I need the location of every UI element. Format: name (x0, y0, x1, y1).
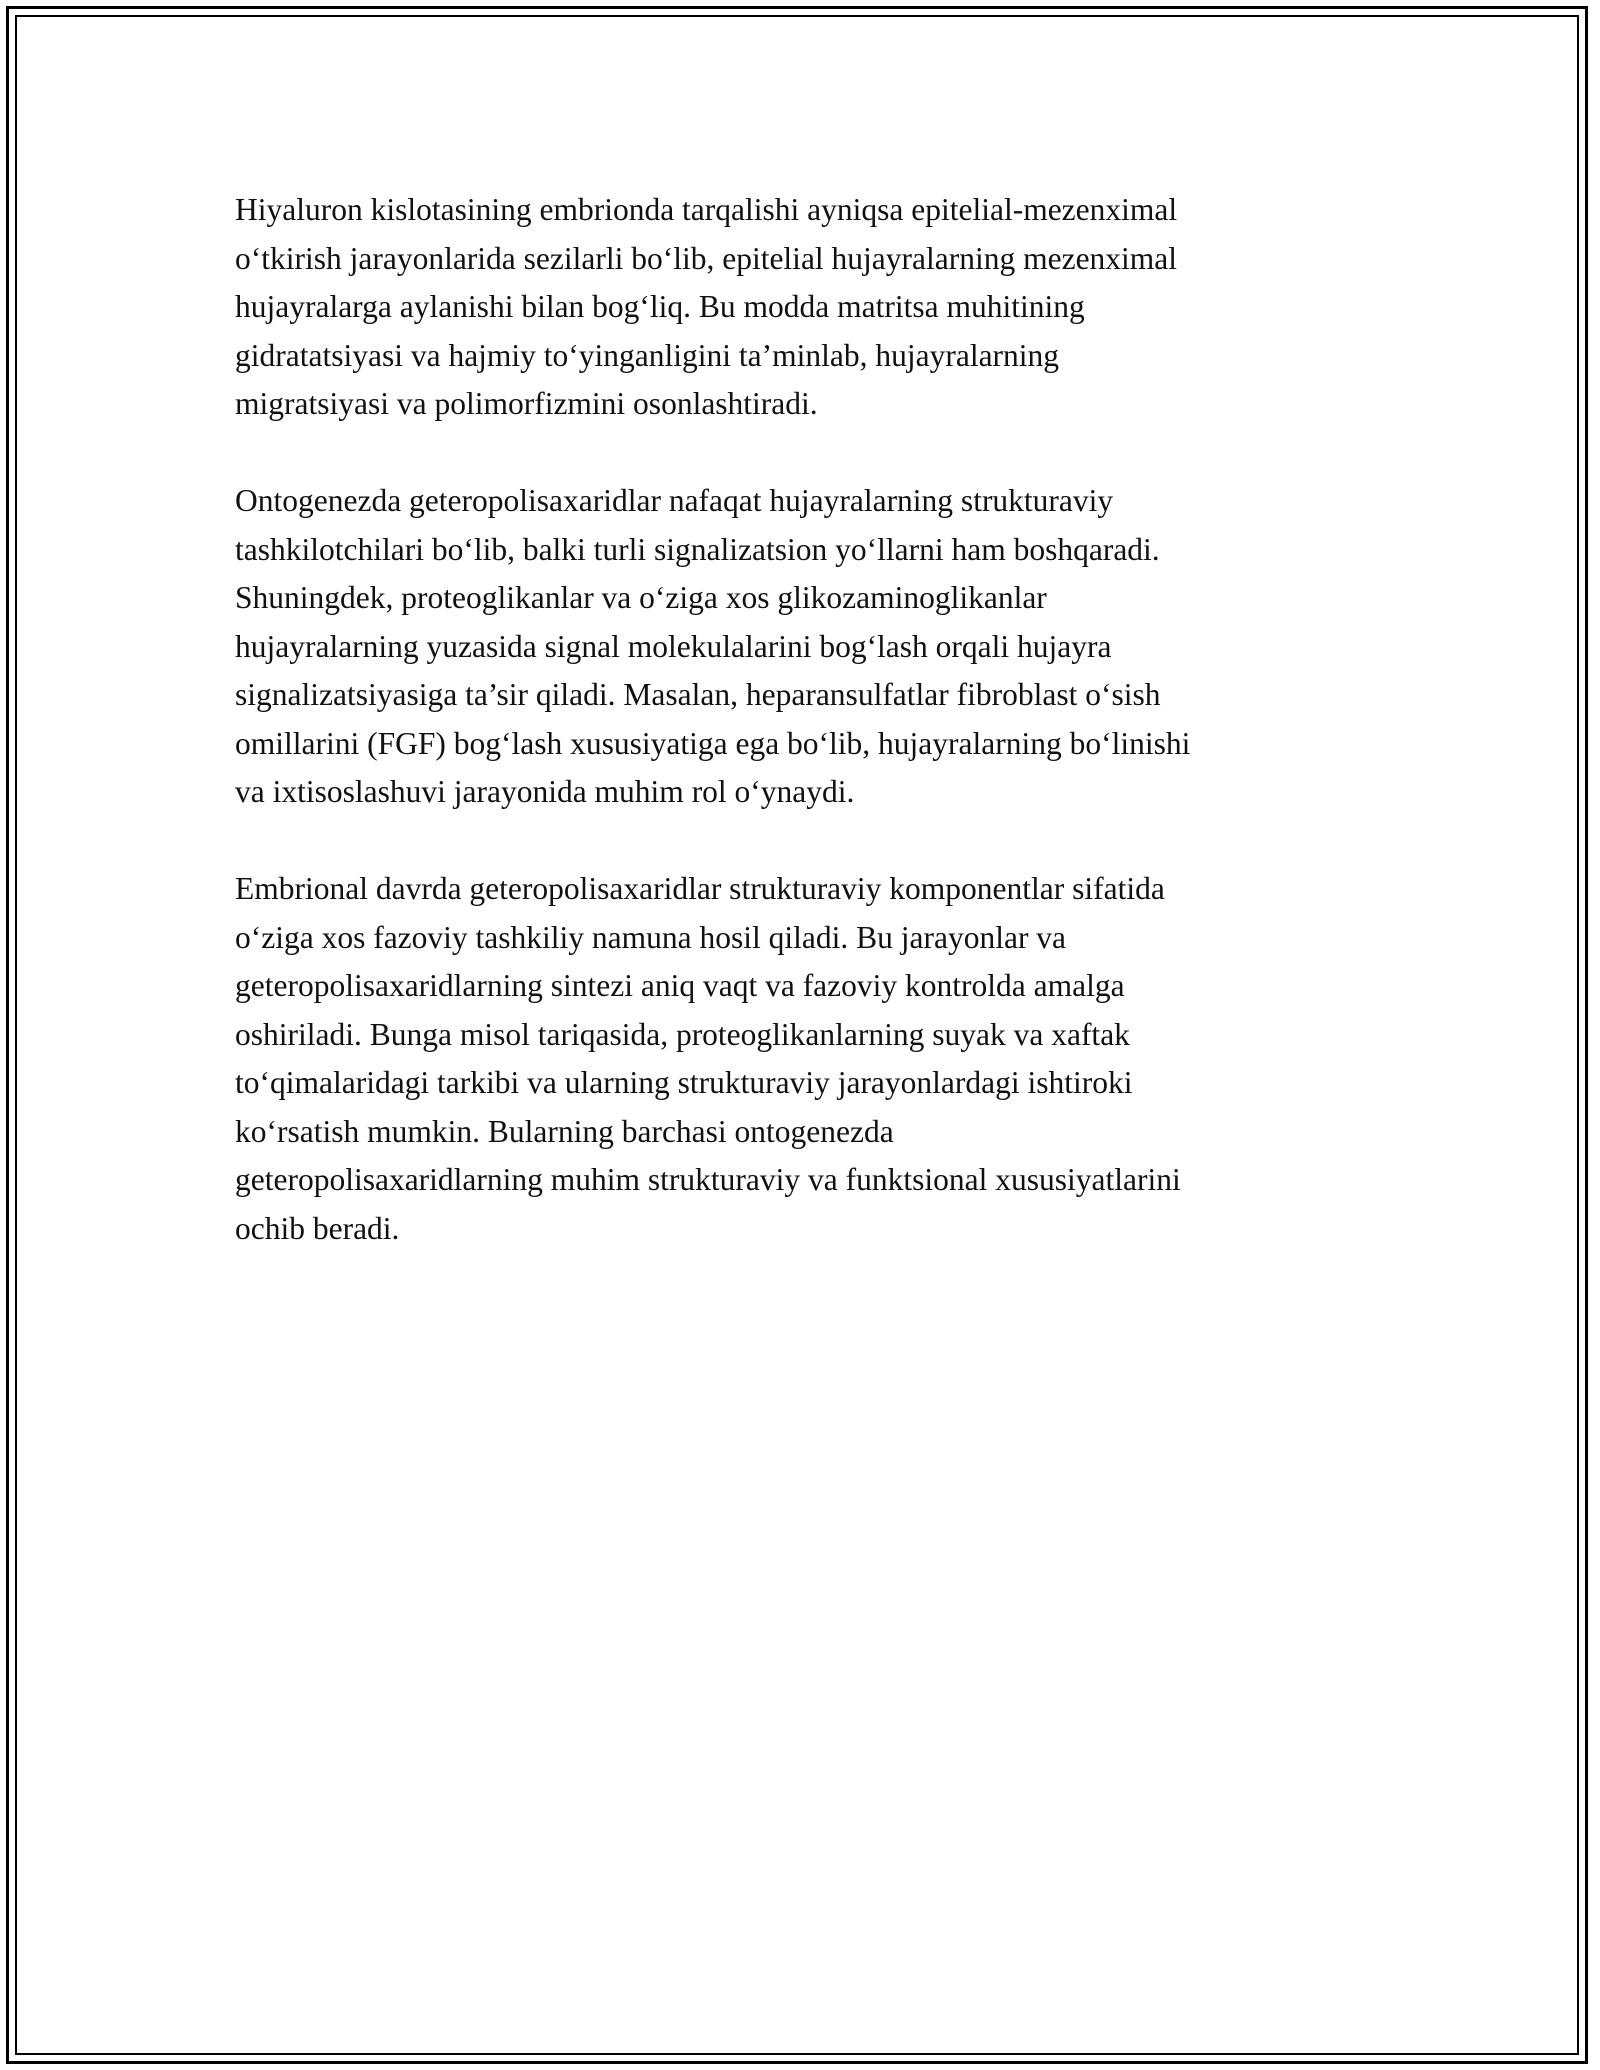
paragraph-2 (235, 477, 1365, 817)
text-line: omillarini (FGF) bog‘lash xususiyatiga ega bo‘lib, hujayralarning bo‘linishi (235, 725, 1191, 761)
text-line: geteropolisaxaridlarning sintezi aniq vaqt va fazoviy kontrolda amalga (235, 968, 1125, 1003)
text-line: Shuningdek, proteoglikanlar va o‘ziga xos glikozaminoglikanlar (235, 580, 1047, 615)
text-line: tashkilotchilari bo‘lib, balki turli signalizatsion yo‘llarni ham boshqaradi. (235, 531, 1160, 567)
text-line: migratsiyasi va polimorfizmini osonlashtiradi. (235, 386, 818, 421)
paragraph-1 (235, 186, 1365, 429)
text-line: o‘ziga xos fazoviy tashkiliy namuna hosil qiladi. Bu jarayonlar va (235, 919, 1067, 955)
text-line: oshiriladi. Bunga misol tariqasida, proteoglikanlarning suyak va xaftak (235, 1016, 1130, 1052)
text-line: hujayralarga aylanishi bilan bog‘liq. Bu modda matritsa muhitining (235, 289, 1085, 324)
text-line: Embrional davrda geteropolisaxaridlar strukturaviy komponentlar sifatida (235, 871, 1165, 906)
paragraph-3 (235, 865, 1365, 1253)
text-line: signalizatsiyasiga ta’sir qiladi. Masalan, heparansulfatlar fibroblast o‘sish (235, 677, 1161, 712)
text-line: o‘tkirish jarayonlarida sezilarli bo‘lib, epitelial hujayralarning mezenximal (235, 240, 1178, 276)
text-line: ko‘rsatish mumkin. Bularning barchasi ontogenezda (235, 1113, 894, 1149)
text-line: Hiyaluron kislotasining embrionda tarqalishi ayniqsa epitelial-mezenximal (235, 192, 1178, 227)
text-line: Ontogenezda geteropolisaxaridlar nafaqat hujayralarning strukturaviy (235, 483, 1114, 518)
document-body (235, 186, 1365, 1302)
text-line: geteropolisaxaridlarning muhim strukturaviy va funktsional xususiyatlarini (235, 1162, 1181, 1197)
text-line: hujayralarning yuzasida signal molekulalarini bog‘lash orqali hujayra (235, 628, 1112, 664)
text-line: ochib beradi. (235, 1210, 400, 1246)
text-line: va ixtisoslashuvi jarayonida muhim rol o‘ynaydi. (235, 774, 855, 809)
text-line: to‘qimalaridagi tarkibi va ularning strukturaviy jarayonlardagi ishtiroki (235, 1065, 1133, 1100)
text-line: gidratatsiyasi va hajmiy to‘yinganligini ta’minlab, hujayralarning (235, 337, 1060, 373)
